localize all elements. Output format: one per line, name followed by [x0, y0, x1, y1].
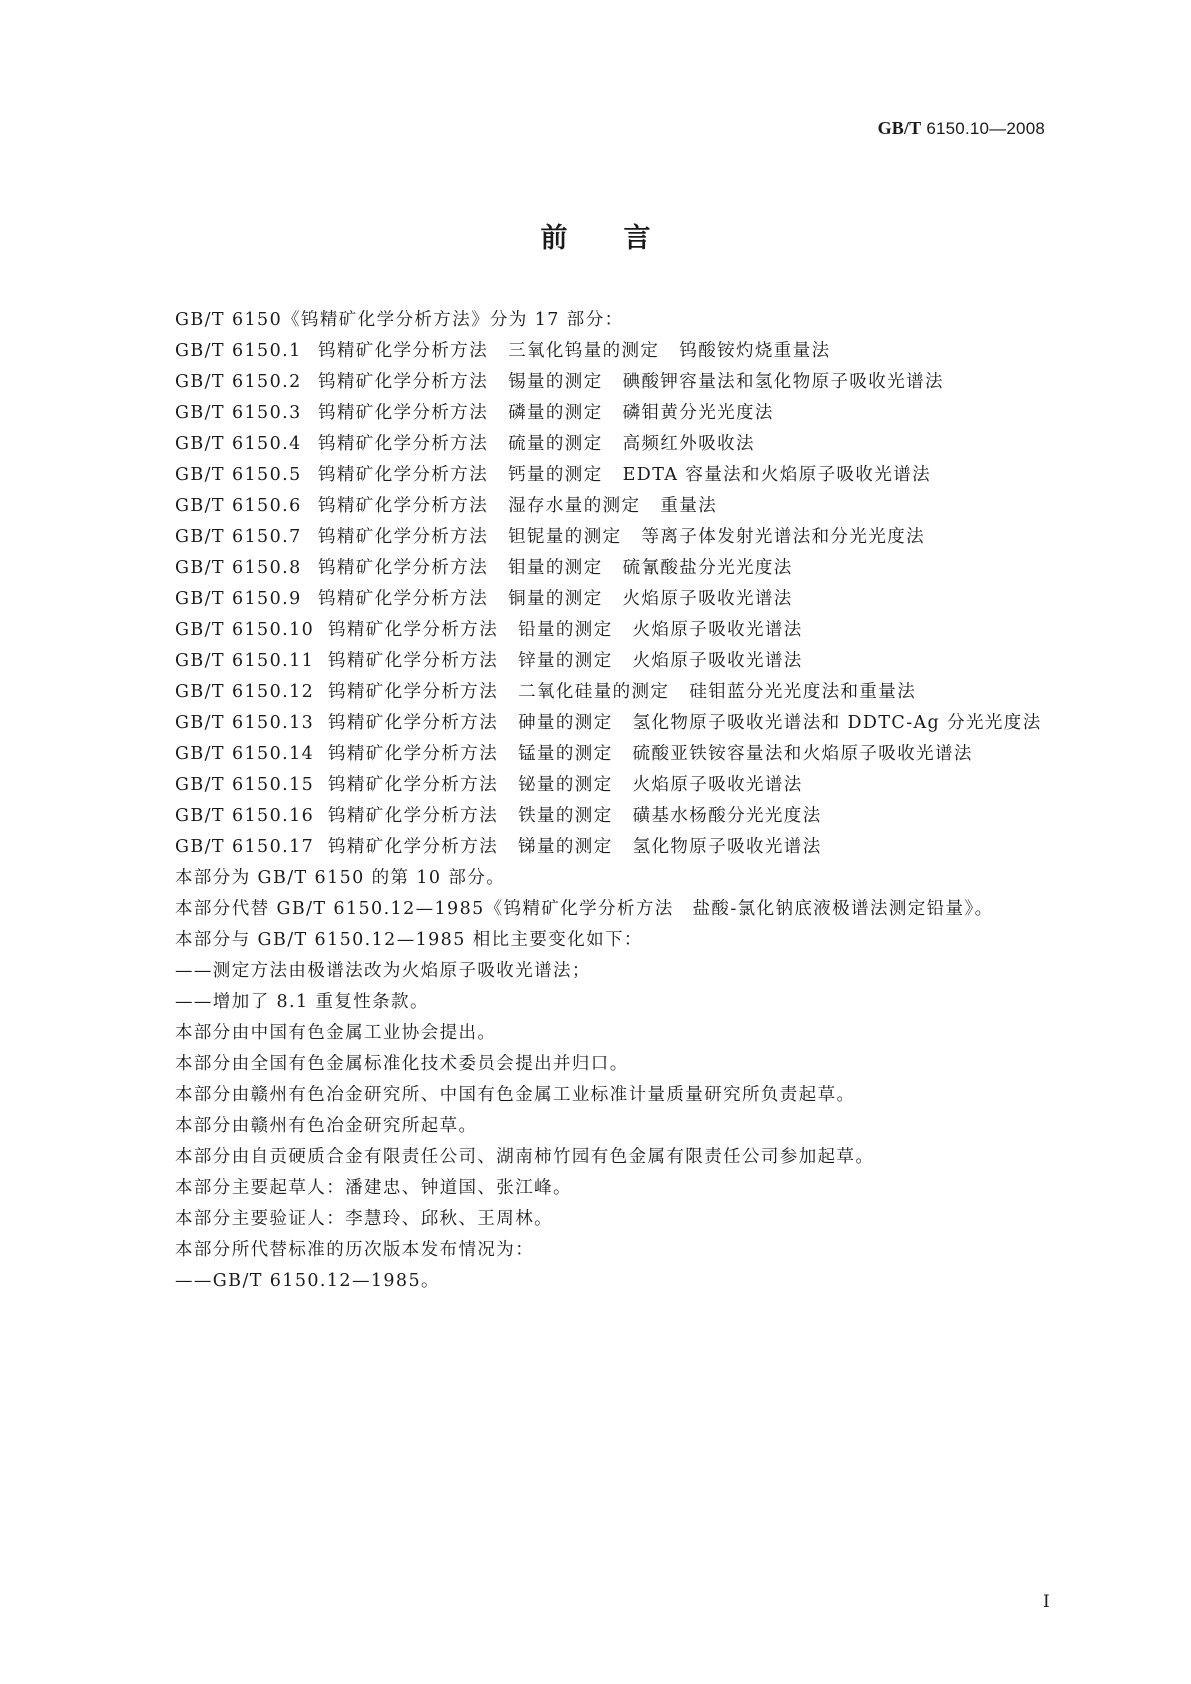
- part-description: [318, 491, 1055, 522]
- paragraph: ——测定方法由极谱法改为火焰原子吸收光谱法；: [175, 961, 591, 981]
- part-method: 氢化物原子吸收光谱法和 DDTC-Ag 分光光度法: [632, 713, 1042, 733]
- part-description: [318, 336, 1055, 367]
- part-subject: 铁量的测定: [518, 806, 613, 826]
- part-series: 钨精矿化学分析方法: [318, 372, 489, 392]
- part-code: GB/T 6150.3: [175, 403, 302, 423]
- paragraph: 本部分为 GB/T 6150 的第 10 部分。: [175, 868, 506, 888]
- part-code: GB/T 6150.12: [175, 682, 315, 702]
- part-code: GB/T 6150.4: [175, 434, 302, 454]
- part-code: GB/T 6150.17: [175, 837, 315, 857]
- parts-list: [175, 336, 1055, 863]
- part-series: 钨精矿化学分析方法: [328, 682, 499, 702]
- part-description: [318, 460, 1055, 491]
- part-entry: [175, 770, 1055, 801]
- part-method: 磺基水杨酸分光光度法: [632, 806, 822, 826]
- part-code: GB/T 6150.10: [175, 620, 315, 640]
- part-method: 火焰原子吸收光谱法: [632, 775, 803, 795]
- part-code: GB/T 6150.15: [175, 775, 315, 795]
- part-subject: 湿存水量的测定: [508, 496, 641, 516]
- part-subject: 锑量的测定: [518, 837, 613, 857]
- part-entry: [175, 708, 1055, 739]
- paragraph: ——GB/T 6150.12—1985。: [175, 1271, 440, 1291]
- paragraph: 本部分由赣州有色冶金研究所、中国有色金属工业标准计量质量研究所负责起草。: [175, 1085, 856, 1105]
- part-method: 磷钼黄分光光度法: [622, 403, 774, 423]
- part-entry: [175, 522, 1055, 553]
- paragraph: 本部分由中国有色金属工业协会提出。: [175, 1023, 497, 1043]
- paragraph-list: [175, 863, 1055, 1297]
- part-entry: [175, 491, 1055, 522]
- part-subject: 砷量的测定: [518, 713, 613, 733]
- part-description: [328, 739, 1055, 770]
- part-description: [318, 398, 1055, 429]
- part-subject: 二氧化硅量的测定: [518, 682, 670, 702]
- part-subject: 钼量的测定: [508, 558, 603, 578]
- part-method: 高频红外吸收法: [622, 434, 755, 454]
- part-code: GB/T 6150.13: [175, 713, 315, 733]
- part-subject: 锡量的测定: [508, 372, 603, 392]
- part-code: GB/T 6150.6: [175, 496, 302, 516]
- part-code: GB/T 6150.11: [175, 651, 315, 671]
- part-method: 火焰原子吸收光谱法: [632, 651, 803, 671]
- part-method: 火焰原子吸收光谱法: [632, 620, 803, 640]
- part-entry: [175, 460, 1055, 491]
- part-subject: 锰量的测定: [518, 744, 613, 764]
- part-series: 钨精矿化学分析方法: [328, 775, 499, 795]
- part-method: EDTA 容量法和火焰原子吸收光谱法: [622, 465, 932, 485]
- part-subject: 铋量的测定: [518, 775, 613, 795]
- part-code: GB/T 6150.16: [175, 806, 315, 826]
- part-code: GB/T 6150.5: [175, 465, 302, 485]
- part-entry: [175, 832, 1055, 863]
- part-subject: 三氧化钨量的测定: [508, 341, 660, 361]
- paragraph: 本部分由赣州有色冶金研究所起草。: [175, 1116, 478, 1136]
- part-entry: [175, 398, 1055, 429]
- part-entry: [175, 429, 1055, 460]
- part-description: [318, 367, 1055, 398]
- part-method: 重量法: [660, 496, 718, 516]
- part-series: 钨精矿化学分析方法: [328, 837, 499, 857]
- part-method: 钨酸铵灼烧重量法: [679, 341, 831, 361]
- part-series: 钨精矿化学分析方法: [328, 713, 499, 733]
- part-series: 钨精矿化学分析方法: [328, 651, 499, 671]
- part-code: GB/T 6150.7: [175, 527, 302, 547]
- part-series: 钨精矿化学分析方法: [318, 496, 489, 516]
- part-entry: [175, 336, 1055, 367]
- part-subject: 铅量的测定: [518, 620, 613, 640]
- part-series: 钨精矿化学分析方法: [328, 620, 499, 640]
- part-series: 钨精矿化学分析方法: [318, 558, 489, 578]
- part-description: [328, 770, 1055, 801]
- part-description: [318, 584, 1055, 615]
- part-series: 钨精矿化学分析方法: [318, 465, 489, 485]
- page-number: I: [1043, 1592, 1050, 1612]
- part-subject: 钙量的测定: [508, 465, 603, 485]
- paragraph: 本部分代替 GB/T 6150.12—1985《钨精矿化学分析方法 盐酸-氯化钠底液极谱法测定铅量》。: [175, 899, 994, 919]
- part-code: GB/T 6150.14: [175, 744, 315, 764]
- part-code: GB/T 6150.2: [175, 372, 302, 392]
- part-entry: [175, 367, 1055, 398]
- part-code: GB/T 6150.8: [175, 558, 302, 578]
- paragraph: 本部分所代替标准的历次版本发布情况为：: [175, 1240, 535, 1260]
- part-method: 碘酸钾容量法和氢化物原子吸收光谱法: [622, 372, 944, 392]
- part-subject: 钽铌量的测定: [508, 527, 622, 547]
- part-entry: [175, 646, 1055, 677]
- part-code: GB/T 6150.9: [175, 589, 302, 609]
- part-method: 硫酸亚铁铵容量法和火焰原子吸收光谱法: [632, 744, 973, 764]
- standard-number: 6150.10—2008: [921, 119, 1045, 138]
- paragraph: 本部分与 GB/T 6150.12—1985 相比主要变化如下：: [175, 930, 643, 950]
- part-description: [328, 801, 1055, 832]
- part-method: 硅钼蓝分光光度法和重量法: [689, 682, 917, 702]
- page-title: 前言: [540, 223, 707, 254]
- part-series: 钨精矿化学分析方法: [328, 806, 499, 826]
- part-description: [318, 553, 1055, 584]
- part-description: [328, 708, 1055, 739]
- foreword-body: [175, 305, 1055, 1297]
- part-description: [318, 429, 1055, 460]
- part-series: 钨精矿化学分析方法: [318, 527, 489, 547]
- part-series: 钨精矿化学分析方法: [318, 403, 489, 423]
- part-series: 钨精矿化学分析方法: [318, 341, 489, 361]
- part-entry: [175, 739, 1055, 770]
- intro-line: GB/T 6150《钨精矿化学分析方法》分为 17 部分：: [175, 310, 624, 330]
- part-description: [328, 832, 1055, 863]
- part-entry: [175, 677, 1055, 708]
- standard-prefix: GB/T: [877, 118, 922, 138]
- part-description: [318, 522, 1055, 553]
- standard-code: [878, 118, 1045, 139]
- paragraph: 本部分主要验证人：李慧玲、邱秋、王周林。: [175, 1209, 553, 1229]
- part-subject: 铜量的测定: [508, 589, 603, 609]
- part-method: 硫氰酸盐分光光度法: [622, 558, 793, 578]
- part-description: [328, 615, 1055, 646]
- part-subject: 锌量的测定: [518, 651, 613, 671]
- part-entry: [175, 801, 1055, 832]
- paragraph: 本部分由全国有色金属标准化技术委员会提出并归口。: [175, 1054, 629, 1074]
- part-series: 钨精矿化学分析方法: [318, 434, 489, 454]
- paragraph: 本部分由自贡硬质合金有限责任公司、湖南柿竹园有色金属有限责任公司参加起草。: [175, 1147, 875, 1167]
- part-method: 火焰原子吸收光谱法: [622, 589, 793, 609]
- part-code: GB/T 6150.1: [175, 341, 302, 361]
- part-method: 等离子体发射光谱法和分光光度法: [641, 527, 926, 547]
- part-subject: 磷量的测定: [508, 403, 603, 423]
- part-entry: [175, 584, 1055, 615]
- part-subject: 硫量的测定: [508, 434, 603, 454]
- part-description: [328, 677, 1055, 708]
- part-method: 氢化物原子吸收光谱法: [632, 837, 822, 857]
- paragraph: ——增加了 8.1 重复性条款。: [175, 992, 429, 1012]
- part-series: 钨精矿化学分析方法: [328, 744, 499, 764]
- paragraph: 本部分主要起草人：潘建忠、钟道国、张江峰。: [175, 1178, 572, 1198]
- part-entry: [175, 615, 1055, 646]
- part-series: 钨精矿化学分析方法: [318, 589, 489, 609]
- part-entry: [175, 553, 1055, 584]
- part-description: [328, 646, 1055, 677]
